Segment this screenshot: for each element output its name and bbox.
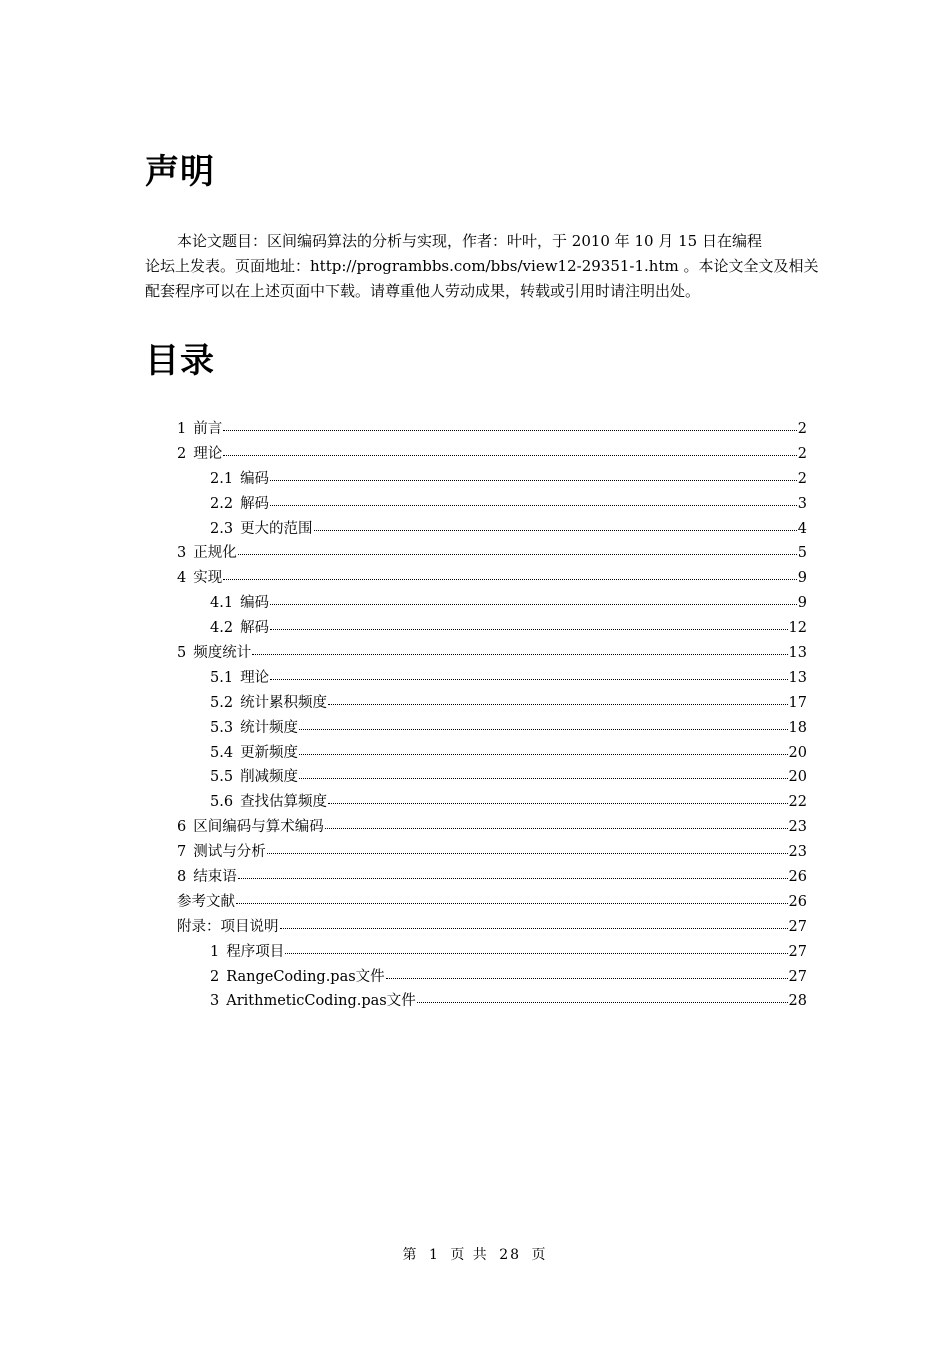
toc-dot-leader <box>223 430 797 431</box>
toc-entry-title: 编码 <box>240 470 270 487</box>
toc-entry-title: 削减频度 <box>240 769 299 786</box>
toc-entry-page: 13 <box>788 669 807 686</box>
toc-entry-title: 附录：项目说明 <box>177 918 279 935</box>
toc-dot-leader <box>417 1002 788 1003</box>
toc-entry[interactable] <box>177 940 807 965</box>
toc-dot-leader <box>299 729 787 730</box>
toc-entry-number: 8 <box>177 869 187 886</box>
footer-total-pages: 28 <box>499 1247 522 1263</box>
toc-entry-title: RangeCoding.pas文件 <box>226 968 385 985</box>
declaration-body <box>145 229 819 304</box>
declaration-title: 声明 <box>145 152 215 192</box>
toc-entry-title: 区间编码与算术编码 <box>193 819 324 836</box>
toc-entry-title: 正规化 <box>193 545 237 562</box>
toc-entry[interactable] <box>177 741 807 766</box>
toc-entry[interactable] <box>177 765 807 790</box>
toc-dot-leader <box>299 778 787 779</box>
table-of-contents <box>177 417 807 1014</box>
toc-entry-page: 9 <box>797 570 807 587</box>
toc-entry-page: 5 <box>797 545 807 562</box>
toc-entry[interactable] <box>177 691 807 716</box>
toc-entry-number: 5.5 <box>210 769 234 786</box>
toc-entry-title: 结束语 <box>193 869 237 886</box>
toc-entry[interactable] <box>177 989 807 1014</box>
toc-entry-page: 28 <box>788 993 807 1010</box>
toc-entry-page: 26 <box>788 869 807 886</box>
toc-entry-title: 统计累积频度 <box>240 694 328 711</box>
toc-entry-title: ArithmeticCoding.pas文件 <box>226 993 416 1010</box>
footer-current-page: 1 <box>428 1247 440 1263</box>
toc-entry-number: 2 <box>177 445 187 462</box>
toc-entry-number: 7 <box>177 844 187 861</box>
toc-dot-leader <box>270 505 797 506</box>
toc-entry-title: 理论 <box>193 445 223 462</box>
declaration-line: 本论文题目：区间编码算法的分析与实现，作者：叶叶，于 2010 年 10 月 15 日在编程 <box>177 232 762 250</box>
toc-entry[interactable] <box>177 716 807 741</box>
toc-entry-number: 5.6 <box>210 794 234 811</box>
toc-entry-page: 3 <box>797 495 807 512</box>
toc-entry[interactable] <box>177 815 807 840</box>
toc-dot-leader <box>386 978 788 979</box>
toc-entry-number: 5.3 <box>210 719 234 736</box>
toc-entry-number: 4.1 <box>210 595 234 612</box>
toc-dot-leader <box>223 579 797 580</box>
toc-entry-page: 12 <box>788 620 807 637</box>
toc-entry-page: 27 <box>788 943 807 960</box>
toc-entry-page: 23 <box>788 819 807 836</box>
toc-entry-title: 解码 <box>240 495 270 512</box>
toc-entry[interactable] <box>177 915 807 940</box>
toc-dot-leader <box>314 530 797 531</box>
toc-entry-number: 2 <box>210 968 220 985</box>
toc-entry-number: 6 <box>177 819 187 836</box>
toc-entry-page: 2 <box>797 421 807 437</box>
toc-entry-number: 5.2 <box>210 694 234 711</box>
toc-entry-title: 频度统计 <box>193 645 252 662</box>
toc-entry-number: 2.2 <box>210 495 234 512</box>
toc-entry-title: 解码 <box>240 620 270 637</box>
toc-dot-leader <box>328 803 787 804</box>
page-footer <box>0 1244 950 1264</box>
toc-dot-leader <box>252 654 787 655</box>
toc-entry-page: 20 <box>788 769 807 786</box>
footer-mid: 页 共 <box>450 1247 489 1263</box>
toc-entry-number: 2.1 <box>210 470 234 487</box>
toc-entry-page: 26 <box>788 893 807 910</box>
toc-entry-title: 编码 <box>240 595 270 612</box>
toc-entry-number: 5.1 <box>210 669 234 686</box>
toc-dot-leader <box>238 554 797 555</box>
toc-entry[interactable] <box>177 566 807 591</box>
toc-entry[interactable] <box>177 790 807 815</box>
toc-entry[interactable] <box>177 467 807 492</box>
toc-entry[interactable] <box>177 517 807 542</box>
toc-dot-leader <box>328 704 787 705</box>
toc-entry-page: 27 <box>788 918 807 935</box>
toc-entry-page: 17 <box>788 694 807 711</box>
toc-dot-leader <box>299 754 787 755</box>
toc-entry-title: 测试与分析 <box>193 844 266 861</box>
toc-dot-leader <box>238 878 788 879</box>
toc-entry-page: 23 <box>788 844 807 861</box>
toc-entry-page: 13 <box>788 645 807 662</box>
toc-dot-leader <box>236 903 788 904</box>
toc-dot-leader <box>270 480 797 481</box>
toc-dot-leader <box>267 853 788 854</box>
toc-entry-title: 理论 <box>240 669 270 686</box>
toc-entry-title: 程序项目 <box>226 943 285 960</box>
toc-entry[interactable] <box>177 616 807 641</box>
toc-entry-page: 4 <box>797 520 807 537</box>
toc-entry-title: 更新频度 <box>240 744 299 761</box>
toc-entry-title: 查找估算频度 <box>240 794 328 811</box>
toc-entry-page: 2 <box>797 445 807 462</box>
toc-entry-title: 实现 <box>193 570 223 587</box>
toc-entry[interactable] <box>177 890 807 915</box>
toc-entry-title: 统计频度 <box>240 719 299 736</box>
toc-entry-page: 27 <box>788 968 807 985</box>
footer-suffix: 页 <box>531 1247 548 1263</box>
toc-entry[interactable] <box>177 840 807 865</box>
toc-entry-number: 1 <box>210 943 220 960</box>
toc-entry-number: 2.3 <box>210 520 234 537</box>
toc-entry[interactable] <box>177 666 807 691</box>
toc-entry[interactable] <box>177 417 807 442</box>
toc-entry-number: 5.4 <box>210 744 234 761</box>
toc-entry[interactable] <box>177 641 807 666</box>
footer-prefix: 第 <box>402 1247 419 1263</box>
toc-entry-page: 2 <box>797 470 807 487</box>
toc-dot-leader <box>270 604 797 605</box>
toc-entry-title: 前言 <box>193 421 223 437</box>
toc-dot-leader <box>280 928 788 929</box>
toc-entry-title: 参考文献 <box>177 893 235 910</box>
toc-entry-number: 4.2 <box>210 620 234 637</box>
toc-entry-number: 5 <box>177 645 187 662</box>
toc-entry[interactable] <box>177 865 807 890</box>
toc-dot-leader <box>270 679 787 680</box>
declaration-line: 论坛上发表。页面地址：http://programbbs.com/bbs/view12-29351-1.htm 。本论文全文及相关 <box>145 257 819 275</box>
toc-entry-number: 1 <box>177 421 187 437</box>
toc-entry[interactable] <box>177 965 807 990</box>
toc-entry-page: 20 <box>788 744 807 761</box>
toc-entry[interactable] <box>177 591 807 616</box>
toc-entry[interactable] <box>177 442 807 467</box>
toc-dot-leader <box>285 953 787 954</box>
toc-entry-number: 4 <box>177 570 187 587</box>
toc-dot-leader <box>325 828 788 829</box>
toc-entry[interactable] <box>177 541 807 566</box>
toc-entry-page: 22 <box>788 794 807 811</box>
toc-title: 目录 <box>145 341 215 381</box>
toc-entry-page: 18 <box>788 719 807 736</box>
declaration-line: 配套程序可以在上述页面中下载。请尊重他人劳动成果，转载或引用时请注明出处。 <box>145 282 701 300</box>
toc-dot-leader <box>223 455 797 456</box>
toc-entry-number: 3 <box>177 545 187 562</box>
toc-entry-title: 更大的范围 <box>240 520 313 537</box>
toc-entry-number: 3 <box>210 993 220 1010</box>
toc-entry[interactable] <box>177 492 807 517</box>
toc-entry-page: 9 <box>797 595 807 612</box>
toc-dot-leader <box>270 629 787 630</box>
